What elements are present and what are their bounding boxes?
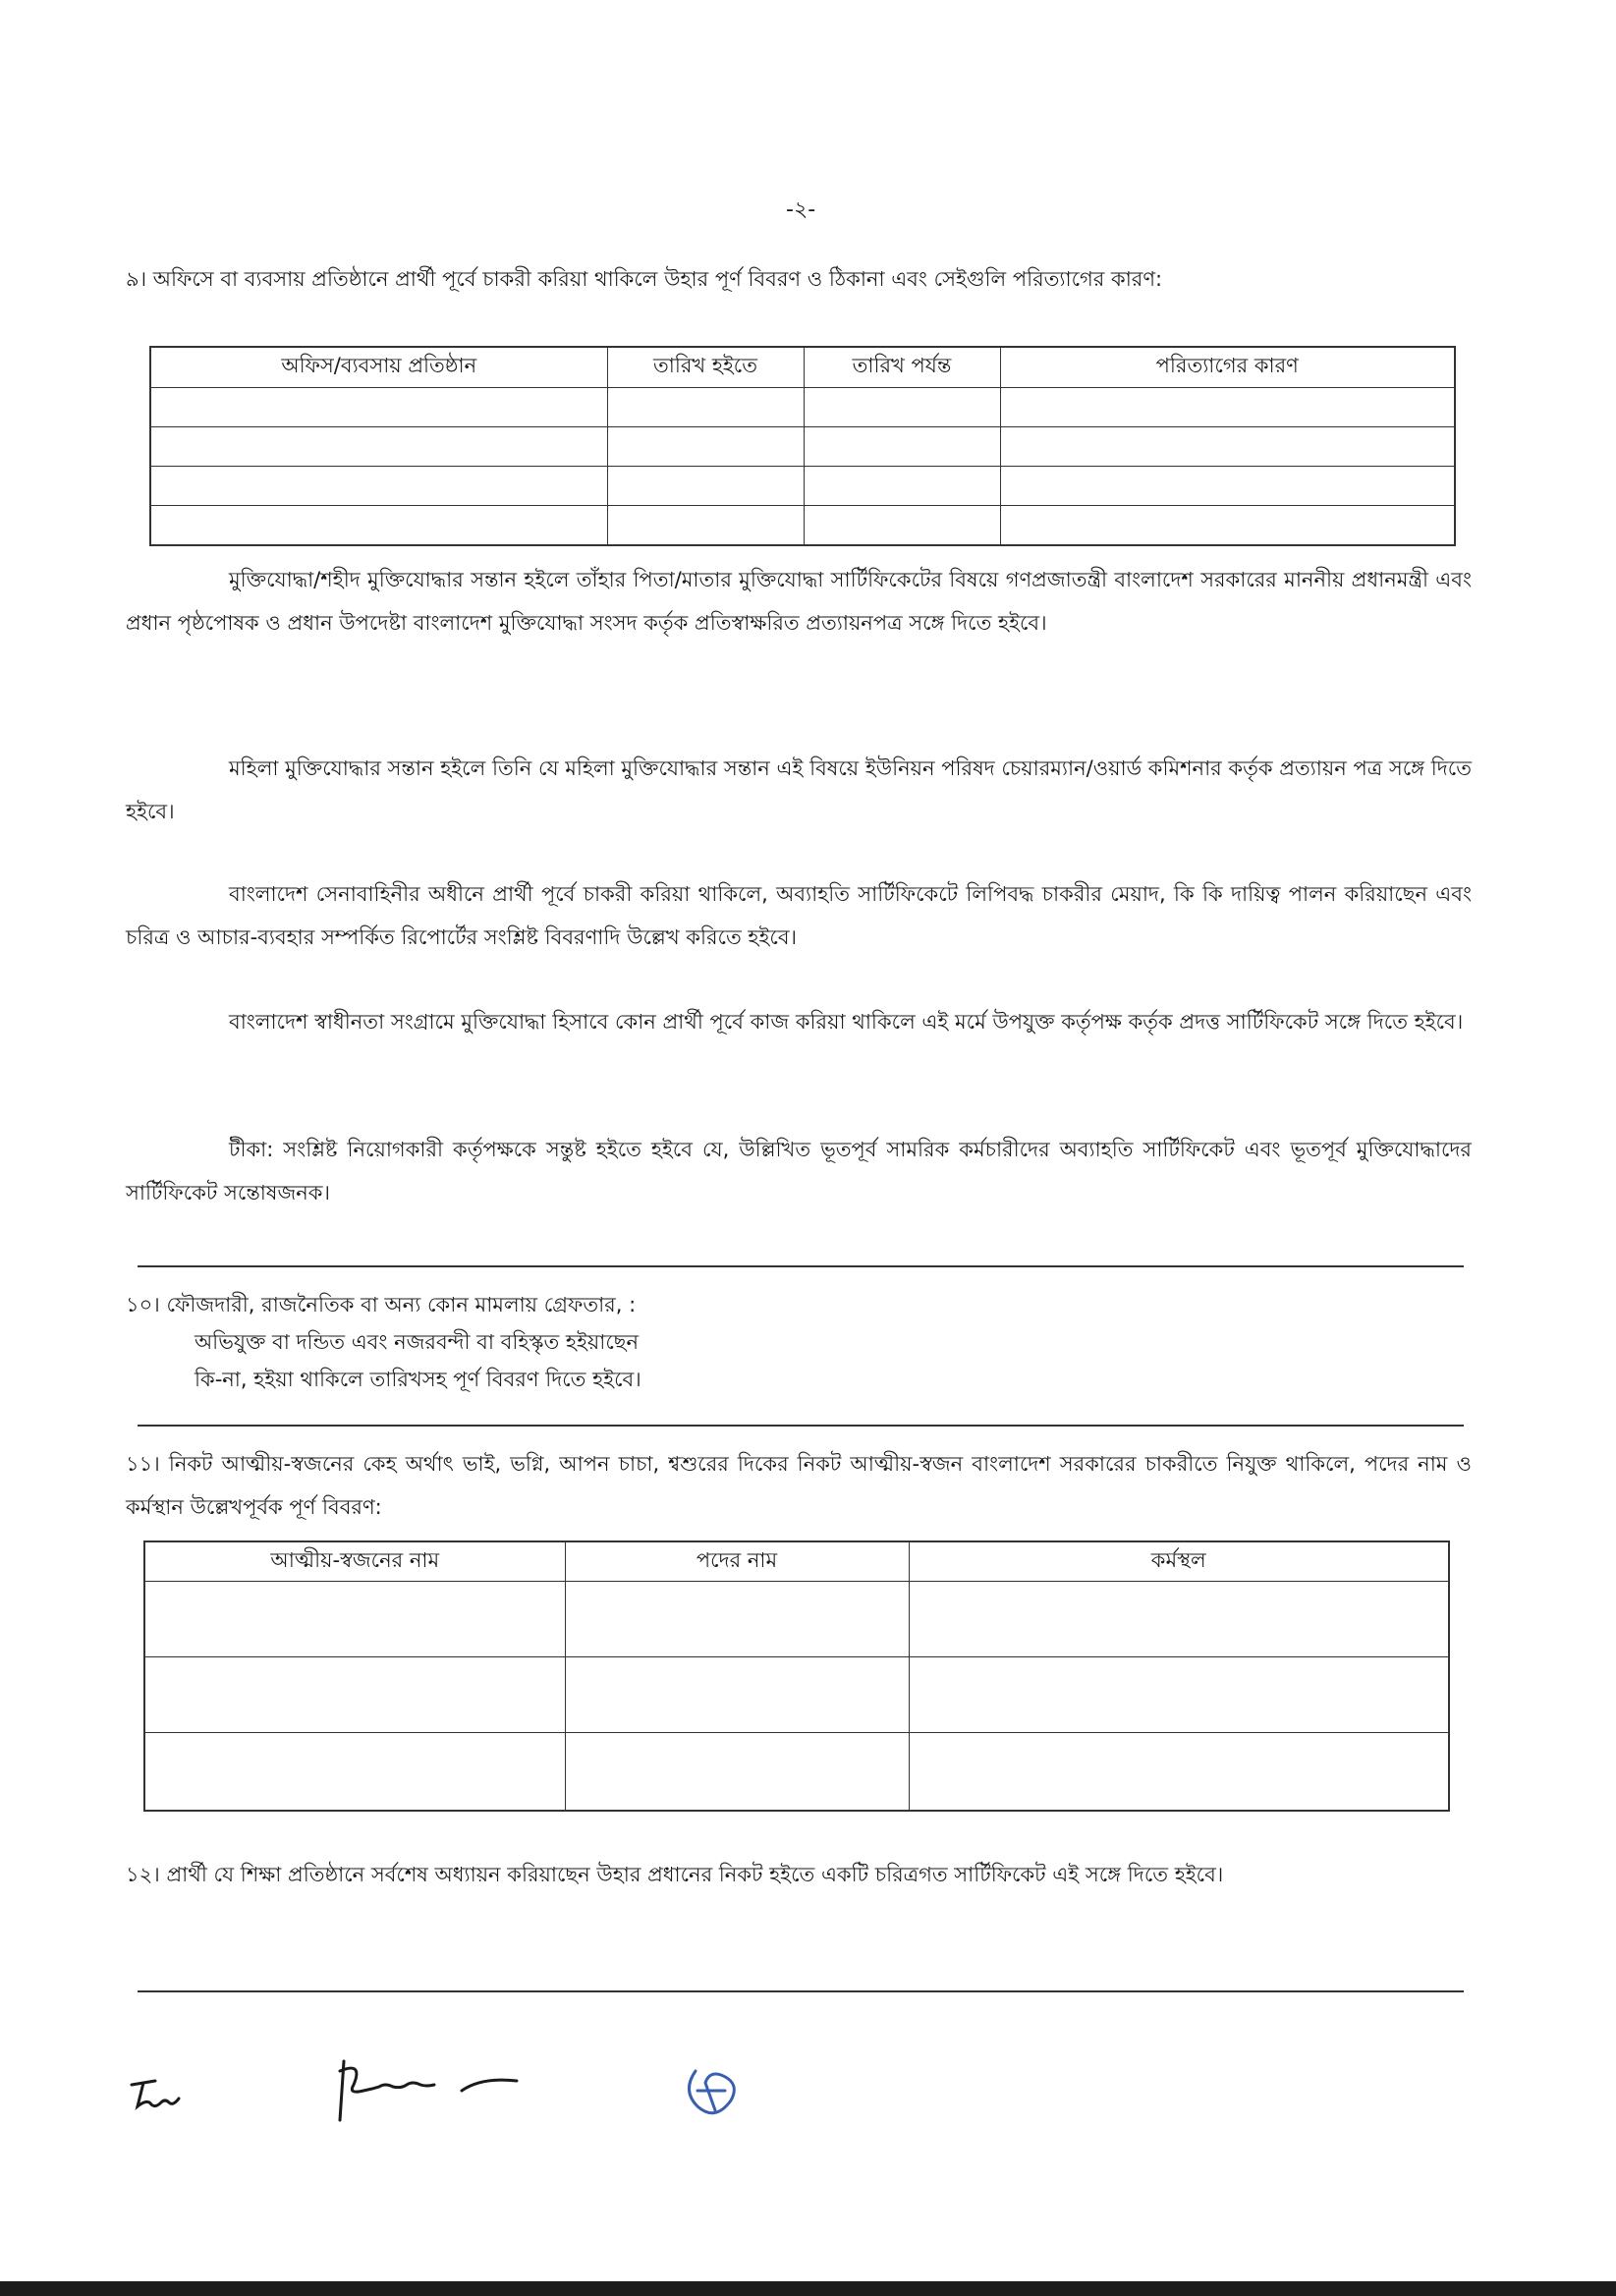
table-cell[interactable]: [150, 426, 607, 466]
table-cell[interactable]: [607, 505, 804, 545]
table-cell[interactable]: [150, 505, 607, 545]
col-header-date-from: তারিখ হইতে: [607, 347, 804, 387]
col-header-workplace: কর্মস্থল: [909, 1541, 1449, 1581]
table-row: [150, 505, 1455, 545]
table-row: [150, 426, 1455, 466]
female-freedom-fighter-child-paragraph: মহিলা মুক্তিযোদ্ধার সন্তান হইলে তিনি যে মহিলা মুক্তিযোদ্ধার সন্তান এই বিষয়ে ইউনিয়ন পরিষদ চেয়ারম্যান/ওয়ার্ড কমিশনার কর্তৃক প্রত্যায়ন পত্র সঙ্গে দিতে হইবে।: [126, 756, 1472, 823]
section10-line3: কি-না, হইয়া থাকিলে তারিখসহ পূর্ণ বিবরণ দিতে হইবে।: [195, 1368, 641, 1391]
page-number: -২-: [786, 197, 816, 222]
section-divider: [138, 1425, 1464, 1427]
table-row: [150, 387, 1455, 426]
table-row: [144, 1732, 1449, 1811]
table-cell[interactable]: [1000, 466, 1455, 505]
table-cell[interactable]: [607, 387, 804, 426]
table-cell[interactable]: [804, 426, 1000, 466]
initials-signature-1: [126, 2073, 185, 2122]
freedom-fighter-child-paragraph: মুক্তিযোদ্ধা/শহীদ মুক্তিযোদ্ধার সন্তান হইলে তাঁহার পিতা/মাতার মুক্তিযোদ্ধা সার্টিফিকেটের বিষয়ে গণপ্রজাতন্ত্রী বাংলাদেশ সরকারের মাননীয় প্রধানমন্ত্রী এবং প্রধান পৃষ্ঠপোষক ও প্রধান উপদেষ্টা বাংলাদেশ মুক্তিযোদ্ধা সংসদ কর্তৃক প্রতিস্বাক্ষরিত প্রত্যায়নপত্র সঙ্গে দিতে হইবে।: [126, 568, 1472, 635]
col-header-relative-name: আত্মীয়-স্বজনের নাম: [144, 1541, 565, 1581]
section10-line1: ১০। ফৌজদারী, রাজনৈতিক বা অন্য কোন মামলায় গ্রেফতার, :: [126, 1293, 637, 1316]
table-row: [144, 1581, 1449, 1656]
table-cell[interactable]: [804, 387, 1000, 426]
table-cell[interactable]: [150, 466, 607, 505]
blue-initials-signature-3: [676, 2061, 745, 2130]
table-cell[interactable]: [565, 1581, 909, 1656]
col-header-date-to: তারিখ পর্যন্ত: [804, 347, 1000, 387]
table-cell[interactable]: [144, 1581, 565, 1656]
table-cell[interactable]: [804, 466, 1000, 505]
note-paragraph: টীকা: সংশ্লিষ্ট নিয়োগকারী কর্তৃপক্ষকে সন্তুষ্ট হইতে হইবে যে, উল্লিখিত ভূতপূর্ব সামরিক কর্মচারীদের অব্যাহতি সার্টিফিকেট এবং ভূতপূর্ব মুক্তিযোদ্ধাদের সার্টিফিকেট সন্তোষজনক।: [126, 1138, 1472, 1204]
table-cell[interactable]: [909, 1581, 1449, 1656]
table-cell[interactable]: [150, 387, 607, 426]
table-cell[interactable]: [607, 466, 804, 505]
previous-employment-table: [149, 346, 1456, 546]
table-cell[interactable]: [804, 505, 1000, 545]
table-cell[interactable]: [607, 426, 804, 466]
col-header-office: অফিস/ব্যবসায় প্রতিষ্ঠান: [150, 347, 607, 387]
table-cell[interactable]: [909, 1656, 1449, 1732]
table-cell[interactable]: [565, 1732, 909, 1811]
section-divider: [138, 1265, 1464, 1267]
army-service-paragraph: বাংলাদেশ সেনাবাহিনীর অধীনে প্রার্থী পূর্বে চাকরী করিয়া থাকিলে, অব্যাহতি সার্টিফিকেটে লিপিবদ্ধ চাকরীর মেয়াদ, কি কি দায়িত্ব পালন করিয়াছেন এবং চরিত্র ও আচার-ব্যবহার সম্পর্কিত রিপোর্টের সংশ্লিষ্ট বিবরণাদি উল্লেখ করিতে হইবে।: [126, 882, 1472, 949]
table-header-row: [150, 347, 1455, 387]
table-cell[interactable]: [909, 1732, 1449, 1811]
relatives-table: [143, 1540, 1450, 1812]
table-cell[interactable]: [565, 1656, 909, 1732]
table-cell[interactable]: [1000, 505, 1455, 545]
section-divider: [138, 1990, 1464, 1992]
section11-text: ১১। নিকট আত্মীয়-স্বজনের কেহ অর্থাৎ ভাই, ভগ্নি, আপন চাচা, শ্বশুরের দিকের নিকট আত্মীয়-স্বজন বাংলাদেশ সরকারের চাকরীতে নিযুক্ত থাকিলে, পদের নাম ও কর্মস্থান উল্লেখপূর্বক পূর্ণ বিবরণ:: [126, 1452, 1472, 1519]
section10-line2: অভিযুক্ত বা দন্ডিত এবং নজরবন্দী বা বহিস্কৃত হইয়াছেন: [195, 1330, 640, 1354]
col-header-post-name: পদের নাম: [565, 1541, 909, 1581]
table-header-row: [144, 1541, 1449, 1581]
scan-bottom-edge: [0, 2281, 1616, 2296]
section9-text: ৯। অফিসে বা ব্যবসায় প্রতিষ্ঠানে প্রার্থী পূর্বে চাকরী করিয়া থাকিলে উহার পূর্ণ বিবরণ ও ঠিকানা এবং সেইগুলি পরিত্যাগের কারণ:: [126, 267, 1163, 291]
table-row: [144, 1656, 1449, 1732]
table-cell[interactable]: [1000, 426, 1455, 466]
col-header-reason: পরিত্যাগের কারণ: [1000, 347, 1455, 387]
table-cell[interactable]: [144, 1732, 565, 1811]
section12-text: ১২। প্রার্থী যে শিক্ষা প্রতিষ্ঠানে সর্বশেষ অধ্যায়ন করিয়াছেন উহার প্রধানের নিকট হইতে একটি চরিত্রগত সার্টিফিকেট এই সঙ্গে দিতে হইবে।: [126, 1863, 1224, 1886]
liberation-war-paragraph: বাংলাদেশ স্বাধীনতা সংগ্রামে মুক্তিযোদ্ধা হিসাবে কোন প্রার্থী পূর্বে কাজ করিয়া থাকিলে এই মর্মে উপযুক্ত কর্তৃপক্ষ কর্তৃক প্রদত্ত সার্টিফিকেট সঙ্গে দিতে হইবে।: [229, 1010, 1464, 1034]
table-cell[interactable]: [1000, 387, 1455, 426]
table-row: [150, 466, 1455, 505]
handwritten-signature-2: [324, 2055, 540, 2124]
table-cell[interactable]: [144, 1656, 565, 1732]
